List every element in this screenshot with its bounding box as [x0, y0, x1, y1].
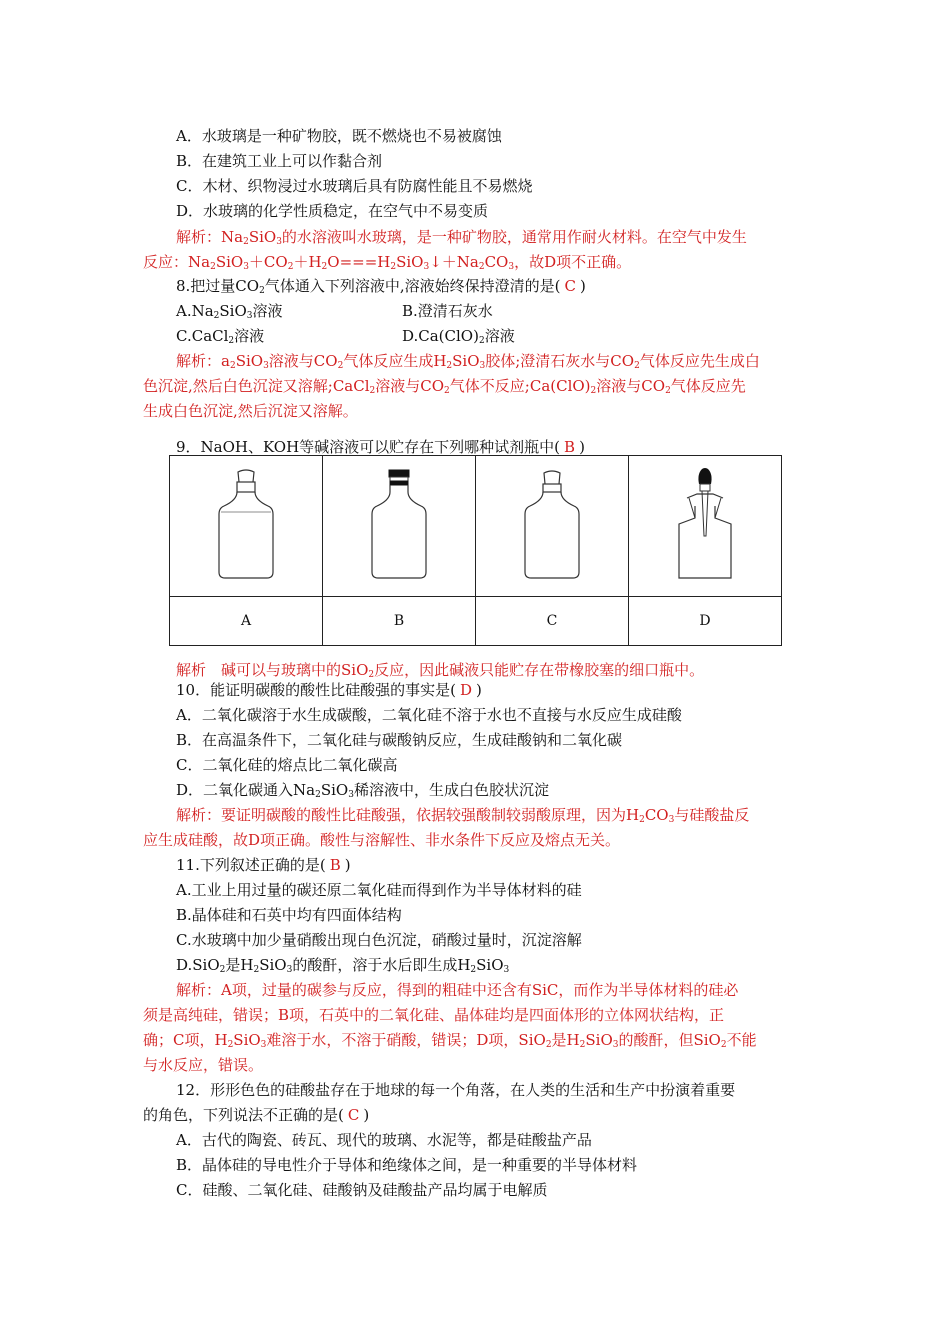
q9-answer: B [564, 438, 576, 456]
q8-stem: 8.把过量$CO_2$气体通入下列溶液中,溶液始终保持澄清的是( C ) [176, 277, 586, 296]
q8-option-a: $A.Na_2SiO_3$溶液 [176, 302, 283, 321]
q10-option-b: B．在高温条件下，二氧化硅与碳酸钠反应，生成硅酸钠和二氧化碳 [176, 731, 623, 749]
q12-answer: C [347, 1106, 360, 1124]
q11-answer: B [329, 856, 341, 874]
q11-option-a: A.工业上用过量的碳还原二氧化硅而得到作为半导体材料的硅 [176, 881, 582, 899]
bottle-d-cell [629, 456, 782, 597]
q12-option-b: B．晶体硅的导电性介于导体和绝缘体之间，是一种重要的半导体材料 [176, 1156, 638, 1174]
q9-explanation: 解析 碱可以与玻璃中的SiO$_2$反应，因此碱液只能贮存在带橡胶塞的细口瓶中。 [176, 661, 705, 680]
bottle-label-b: B [323, 597, 476, 646]
rubber-stopper-bottle-icon [369, 464, 429, 584]
q10-stem: 10．能证明碳酸的酸性比硅酸强的事实是( D ) [176, 681, 482, 699]
q7-option-d: D．水玻璃的化学性质稳定，在空气中不易变质 [176, 202, 489, 220]
bottle-label-c: C [476, 597, 629, 646]
q7-explanation-line1: 解析：$Na_2SiO_3$的水溶液叫水玻璃，是一种矿物胶，通常用作耐火材料。在空气中发生 [176, 228, 747, 247]
q8-option-b: B.澄清石灰水 [402, 302, 493, 320]
q8-options-row1 [176, 301, 283, 321]
q11-explanation-line1: 解析：A项，过量的碳参与反应，得到的粗硅中还含有SiC，而作为半导体材料的硅必 [176, 981, 739, 999]
narrow-mouth-glass-stopper-bottle-icon [522, 464, 582, 584]
bottle-label-d: D [629, 597, 782, 646]
q12-option-a: A．古代的陶瓷、砖瓦、现代的玻璃、水泥等，都是硅酸盐产品 [176, 1131, 592, 1149]
bottle-b-cell [323, 456, 476, 597]
q11-explanation-line2: 须是高纯硅，错误；B项，石英中的二氧化硅、晶体硅均是四面体形的立体网状结构，正 [143, 1006, 725, 1024]
q12-option-c: C．硅酸、二氧化硅、硅酸钠及硅酸盐产品均属于电解质 [176, 1181, 548, 1199]
q8-explanation-line3: 生成白色沉淀,然后沉淀又溶解。 [143, 402, 358, 420]
q11-explanation-line3: 确；C项，$H_2SiO_3$难溶于水，不溶于硝酸，错误；D项，SiO$_2$是$H_2SiO_3$的酸酐，但SiO$_2$不能 [143, 1031, 757, 1050]
q9-stem: 9．NaOH、KOH等碱溶液可以贮存在下列哪种试剂瓶中( B ) [176, 438, 585, 456]
q10-option-d: D．二氧化碳通入$Na_2SiO_3$稀溶液中，生成白色胶状沉淀 [176, 781, 549, 800]
reagent-bottle-table [169, 455, 782, 646]
q11-explanation-line4: 与水反应，错误。 [143, 1056, 264, 1074]
q10-answer: D [459, 681, 472, 699]
q12-stem-line2: 的角色，下列说法不正确的是( C ) [143, 1106, 370, 1124]
q11-stem: 11.下列叙述正确的是( B ) [176, 856, 351, 874]
bottle-a-cell [170, 456, 323, 597]
q7-option-c: C．木材、织物浸过水玻璃后具有防腐性能且不易燃烧 [176, 177, 533, 195]
bottle-c-cell [476, 456, 629, 597]
q7-option-a: A．水玻璃是一种矿物胶，既不燃烧也不易被腐蚀 [176, 127, 502, 145]
wide-mouth-glass-stopper-bottle-icon [216, 464, 276, 584]
q8-explanation-line2: 色沉淀,然后白色沉淀又溶解;CaCl$_2$溶液与$CO_2$气体不反应$;Ca(ClO)_2$溶液与$CO_2$气体反应先 [143, 377, 746, 396]
q11-option-d: D.SiO$_2$是$H_2SiO_3$的酸酐，溶于水后即生成$H_2SiO_3$ [176, 956, 510, 975]
dropper-bottle-icon [675, 464, 735, 584]
q8-option-d: $D.Ca(ClO)_2$溶液 [402, 327, 515, 346]
bottle-label-a: A [170, 597, 323, 646]
q8-answer: C [564, 277, 576, 295]
q7-option-b: B．在建筑工业上可以作黏合剂 [176, 152, 383, 170]
q10-option-a: A．二氧化碳溶于水生成碳酸，二氧化硅不溶于水也不直接与水反应生成硅酸 [176, 706, 682, 724]
q11-option-c: C.水玻璃中加少量硝酸出现白色沉淀，硝酸过量时，沉淀溶解 [176, 931, 582, 949]
q10-explanation-line2: 应生成硅酸，故D项正确。酸性与溶解性、非水条件下反应及熔点无关。 [143, 831, 621, 849]
q12-stem-line1: 12．形形色色的硅酸盐存在于地球的每一个角落，在人类的生活和生产中扮演着重要 [176, 1081, 736, 1099]
q10-option-c: C．二氧化硅的熔点比二氧化碳高 [176, 756, 398, 774]
q8-option-c: C.CaCl$_2$溶液 [176, 327, 265, 346]
q10-explanation-line1: 解析：要证明碳酸的酸性比硅酸强，依据较强酸制较弱酸原理，因为$H_2CO_3$与硅酸盐反 [176, 806, 750, 825]
q11-option-b: B.晶体硅和石英中均有四面体结构 [176, 906, 402, 924]
q7-explanation-line2: 反应：$Na_2SiO_3+CO_2+H_2O===H_2SiO_3↓+Na_2CO_3$，故D项不正确。 [143, 253, 632, 272]
q8-explanation-line1: 解析：$a_2SiO_3$溶液与$CO_2$气体反应生成$H_2SiO_3$胶体;澄清石灰水与$CO_2$气体反应先生成白 [176, 352, 760, 371]
